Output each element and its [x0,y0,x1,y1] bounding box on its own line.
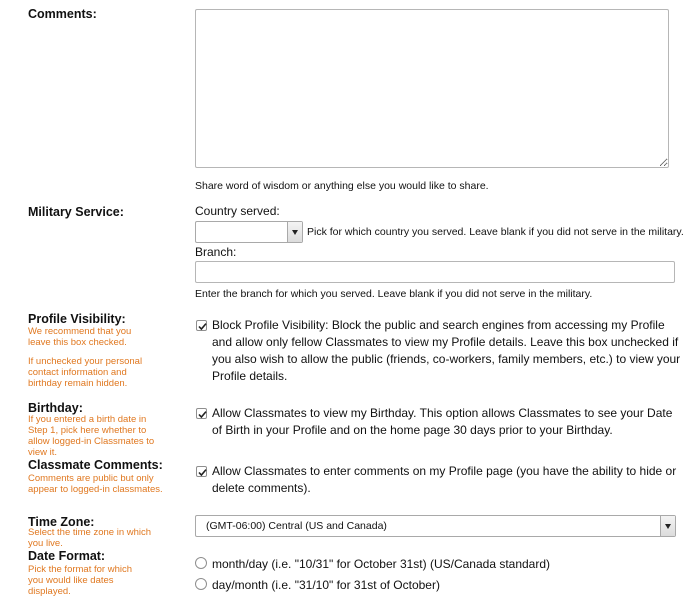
military-service-label: Military Service: [28,205,124,219]
date-format-hint: Pick the format for which you would like dates displayed. [28,564,133,597]
chevron-down-icon[interactable] [660,516,675,536]
date-format-label: Date Format: [28,549,106,563]
comments-help: Share word of wisdom or anything else you would like to share. [195,180,489,192]
profile-visibility-label: Profile Visibility: [28,312,126,326]
birthday-checkbox[interactable] [196,408,207,419]
profile-visibility-hint-2: If unchecked your personal contact information and birthday remain hidden. [28,356,143,389]
classmate-comments-hint: Comments are public but only appear to logged-in classmates. [28,473,163,495]
birthday-text: Allow Classmates to view my Birthday. This option allows Classmates to see your Date of Birth in your Profile and on the home page 30 days prior to your Birthday. [212,406,673,437]
checkmark-icon [197,467,208,478]
country-served-label: Country served: [195,204,280,218]
profile-visibility-text: Block Profile Visibility: Block the public and search engines from accessing my Profile and allow only fellow Classmates to view my Profile details. Leave this box unchecked if you also wish to allow the public (friends, co-workers, family members, etc.) to view your Profile details. [212,318,681,383]
date-format-option-month-day: month/day (i.e. "10/31" for October 31st) (US/Canada standard) [212,557,551,571]
classmate-comments-label: Classmate Comments: [28,458,163,472]
checkmark-icon [197,409,208,420]
country-help: Pick for which country you served. Leave blank if you did not serve in the military. [307,226,684,238]
branch-label: Branch: [195,245,237,259]
time-zone-hint: Select the time zone in which you live. [28,527,152,549]
profile-visibility-hint: We recommend that you leave this box checked. [28,326,132,348]
comments-label: Comments: [28,7,97,21]
country-select[interactable] [195,221,303,243]
checkmark-icon [197,321,208,332]
date-format-option-day-month: day/month (i.e. "31/10" for 31st of October) [212,578,440,592]
date-format-radio-day-month[interactable] [195,578,207,590]
birthday-hint: If you entered a birth date in Step 1, pick here whether to allow logged-in Classmates to view it. [28,414,155,458]
profile-visibility-checkbox[interactable] [196,320,207,331]
branch-help: Enter the branch for which you served. Leave blank if you did not serve in the military. [195,288,593,300]
comments-textarea[interactable] [195,9,669,168]
time-zone-select[interactable] [195,515,676,537]
branch-input[interactable] [195,261,675,283]
chevron-down-icon[interactable] [287,222,302,242]
birthday-label: Birthday: [28,401,83,415]
time-zone-label: Time Zone: [28,515,95,529]
classmate-comments-checkbox[interactable] [196,466,207,477]
classmate-comments-text: Allow Classmates to enter comments on my Profile page (you have the ability to hide or delete comments). [212,464,677,495]
time-zone-select-value: (GMT-06:00) Central (US and Canada) [206,520,387,532]
date-format-radio-month-day[interactable] [195,557,207,569]
